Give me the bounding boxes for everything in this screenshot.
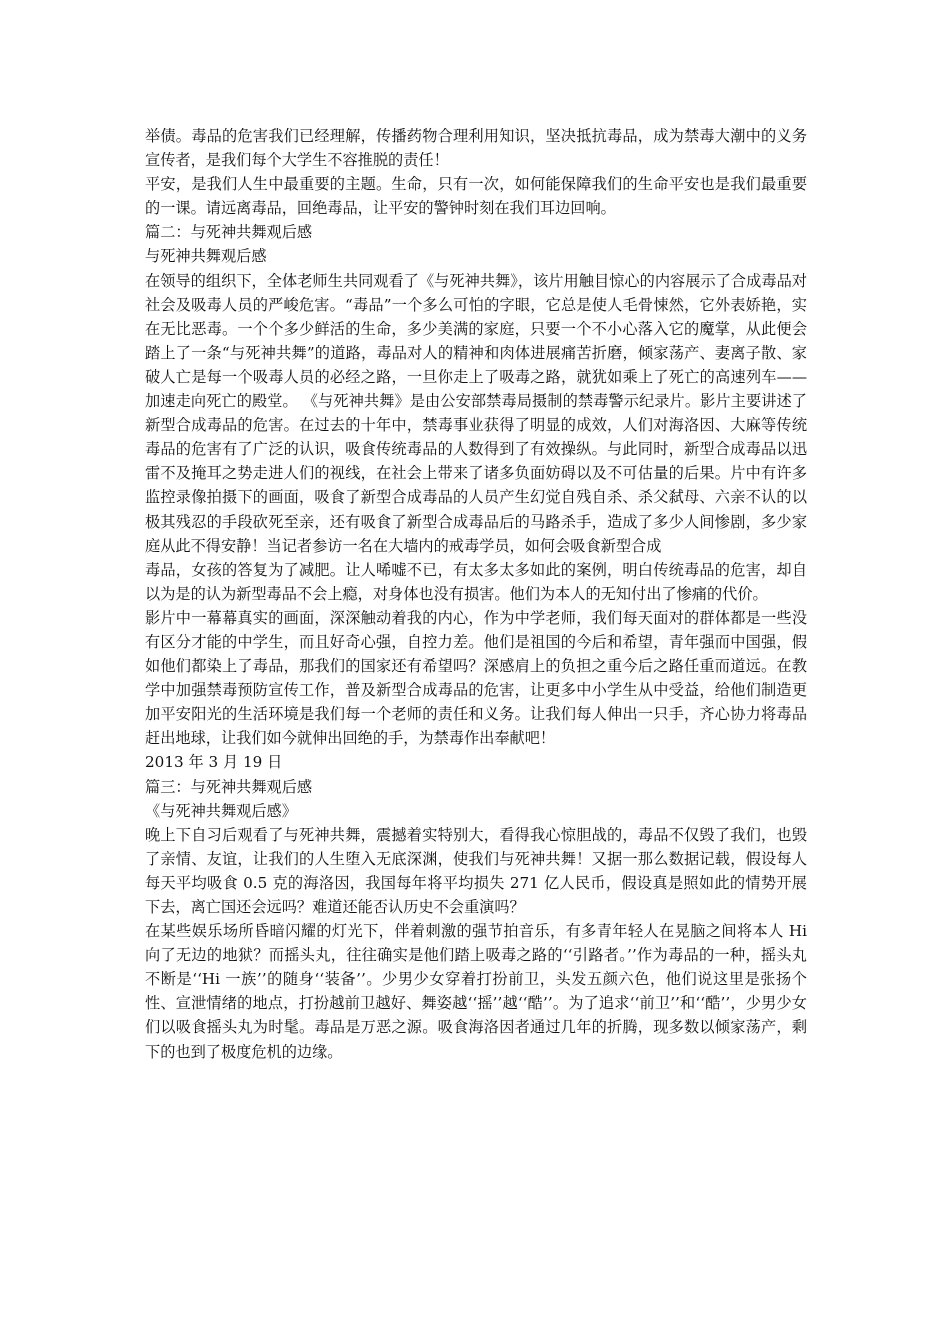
section-heading-2: 篇二：与死神共舞观后感 [145, 223, 313, 242]
section-title-2: 与死神共舞观后感 [145, 247, 267, 266]
paragraph-body: 在领导的组织下，全体老师生共同观看了《与死神共舞》，该片用触目惊心的内容展示了合成毒品对社会及吸毒人员的严峻危害。“毒品”一个多么可怕的字眼，它总是使人毛骨悚然，它外表娇艳，实在无比恶毒。一个个多少鲜活的生命，多少美满的家庭，只要一个不小心落入它的魔掌，从此便会踏上了一条“与死神共舞”的道路，毒品对人的精神和肉体进展痛苦折磨，倾家荡产、妻离子散、家破人亡是每一个吸毒人员的必经之路，一旦你走上了吸毒之路，就犹如乘上了死亡的高速列车——加速走向死亡的殿堂。 《与死神共舞》是由公安部禁毒局摄制的禁毒警示纪录片。影片主要讲述了新型合成毒品的危害。在过去的十年中，禁毒事业获得了明显的成效，人们对海洛因、大麻等传统毒品的危害有了广泛的认识，吸食传统毒品的人数得到了有效操纵。与此同时，新型合成毒品以迅雷不及掩耳之势走进人们的视线，在社会上带来了诸多负面妨碍以及不可估量的后果。片中有许多监控录像拍摄下的画面，吸食了新型合成毒品的人员产生幻觉自残自杀、杀父弑母、六亲不认的以极其残忍的手段砍死至亲，还有吸食了新型合成毒品后的马路杀手，造成了多少人间惨剧，多少家庭从此不得安静！当记者参访一名在大墙内的戒毒学员，如何会吸食新型合成 [145, 271, 807, 555]
paragraph-intro-end: 举债。毒品的危害我们已经理解，传播药物合理利用知识，坚决抵抗毒品，成为禁毒大潮中的义务宣传者，是我们每个大学生不容推脱的责任！ [145, 127, 807, 170]
paragraph-body: 晚上下自习后观看了与死神共舞，震撼着实特别大，看得我心惊胆战的，毒品不仅毁了我们，也毁了亲情、友谊，让我们的人生堕入无底深渊，使我们与死神共舞！又据一那么数据记载，假设每人每天平均吸食 0.5 克的海洛因，我国每年将平均损失 271 亿人民币，假设真是照如此的情势开展下去，离亡国还会远吗？难道还能否认历史不会重演吗？ [145, 825, 807, 916]
section-heading-3: 篇三：与死神共舞观后感 [145, 777, 313, 796]
date-line: 2013 年 3 月 19 日 [145, 753, 283, 772]
paragraph-safety: 平安，是我们人生中最重要的主题。生命，只有一次，如何能保障我们的生命平安也是我们最重要的一课。请远离毒品，回绝毒品，让平安的警钟时刻在我们耳边回响。 [145, 175, 807, 218]
section-title-3: 《与死神共舞观后感》 [145, 801, 297, 820]
document-page [145, 124, 807, 1064]
paragraph-body: 毒品，女孩的答复为了减肥。让人唏嘘不已，有太多太多如此的案例，明白传统毒品的危害，却自以为是的认为新型毒品不会上瘾，对身体也没有损害。他们为本人的无知付出了惨痛的代价。 [145, 560, 807, 603]
paragraph-body: 影片中一幕幕真实的画面，深深触动着我的内心，作为中学老师，我们每天面对的群体都是一些没有区分才能的中学生，而且好奇心强，自控力差。他们是祖国的今后和希望，青年强而中国强，假如他们都染上了毒品，那我们的国家还有希望吗？深感肩上的负担之重今后之路任重而道远。在教学中加强禁毒预防宣传工作，普及新型合成毒品的危害，让更多中小学生从中受益，给他们制造更加平安阳光的生活环境是我们每一个老师的责任和义务。让我们每人伸出一只手，齐心协力将毒品赶出地球，让我们如今就伸出回绝的手，为禁毒作出奉献吧！ [145, 608, 807, 748]
paragraph-body: 在某些娱乐场所昏暗闪耀的灯光下，伴着刺激的强节拍音乐，有多青年轻人在晃脑之间将本人 Hi 向了无边的地狱？而摇头丸，往往确实是他们踏上吸毒之路的‘‘引路者。’’作为毒品的一种，摇头丸不断是‘‘Hi 一族’’的随身‘‘装备’’。少男少女穿着打扮前卫，头发五颜六色，他们说这里是张扬个性、宣泄情绪的地点，打扮越前卫越好、舞姿越‘‘摇’’越‘‘酷’’。为了追求‘‘前卫’’和‘‘酷’’，少男少女们以吸食摇头丸为时髦。毒品是万恶之源。吸食海洛因者通过几年的折腾，现多数以倾家荡产，剩下的也到了极度危机的边缘。 [145, 922, 807, 1061]
